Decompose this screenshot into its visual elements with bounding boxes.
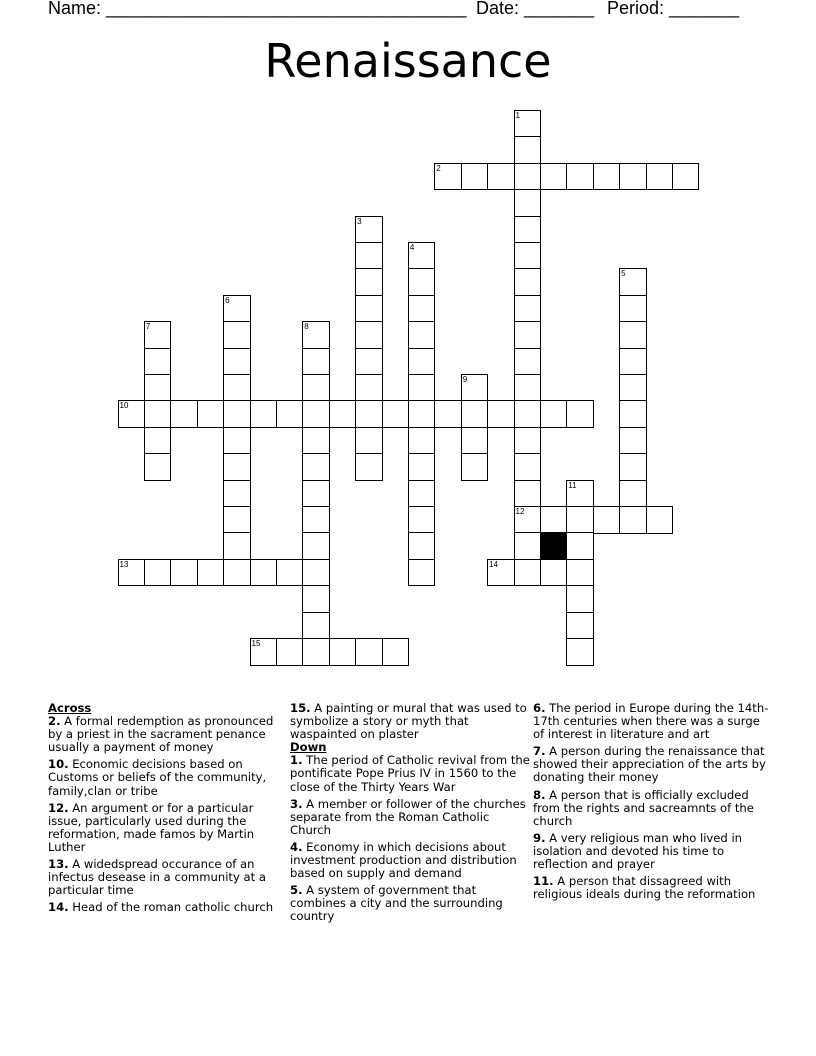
clue-across-13 <box>48 858 288 897</box>
grid-cell[interactable] <box>566 400 594 428</box>
name-field[interactable]: Name: ____________________________________ <box>48 0 467 18</box>
grid-cell[interactable] <box>408 348 436 376</box>
grid-cell[interactable] <box>223 480 251 508</box>
clue-down-4 <box>290 841 530 880</box>
grid-cell[interactable] <box>514 532 542 560</box>
grid-cell[interactable] <box>250 400 278 428</box>
grid-cell[interactable] <box>408 295 436 323</box>
clue-down-9 <box>533 832 773 871</box>
grid-cell[interactable] <box>223 559 251 587</box>
grid-cell[interactable] <box>566 506 594 534</box>
clue-number: 1. <box>290 753 303 768</box>
clues-column-3 <box>533 702 773 905</box>
grid-cell[interactable] <box>118 559 146 587</box>
grid-cell[interactable] <box>223 400 251 428</box>
grid-cell[interactable] <box>619 480 647 508</box>
cell-number: 4 <box>409 243 415 252</box>
cell-number: 9 <box>462 375 468 384</box>
grid-cell[interactable] <box>514 559 542 587</box>
grid-cell[interactable] <box>408 400 436 428</box>
cell-number: 8 <box>304 322 309 332</box>
clue-number: 10. <box>48 757 69 772</box>
grid-cell[interactable] <box>514 242 542 270</box>
cell-number: 5 <box>621 269 626 279</box>
grid-cell[interactable] <box>302 374 330 402</box>
grid-cell[interactable] <box>566 480 594 508</box>
grid-cell[interactable] <box>514 427 542 455</box>
cell-number: 6 <box>225 295 230 305</box>
grid-cell[interactable] <box>514 189 542 217</box>
grid-cell[interactable] <box>355 348 383 376</box>
grid-cell[interactable] <box>619 295 647 323</box>
clue-text: A system of government that combines a city and the surrounding country <box>290 883 503 924</box>
clue-down-5 <box>290 884 530 923</box>
grid-cell[interactable] <box>408 453 436 481</box>
grid-cell[interactable] <box>302 480 330 508</box>
grid-cell[interactable] <box>514 374 542 402</box>
clue-down-1 <box>290 754 530 793</box>
grid-cell[interactable] <box>276 400 304 428</box>
grid-cell[interactable] <box>250 559 278 587</box>
grid-cell[interactable] <box>566 585 594 613</box>
grid-cell[interactable] <box>487 163 515 191</box>
grid-cell[interactable] <box>170 400 198 428</box>
clue-number: 11. <box>533 874 554 889</box>
grid-cell[interactable] <box>355 242 383 270</box>
grid-cell[interactable] <box>355 453 383 481</box>
grid-cell[interactable] <box>382 638 410 666</box>
grid-cell[interactable] <box>302 638 330 666</box>
grid-cell[interactable] <box>566 532 594 560</box>
grid-cell[interactable] <box>434 163 462 191</box>
grid-cell[interactable] <box>170 559 198 587</box>
clue-text: A person during the renaissance that showed their appreciation of the arts by donating their money <box>533 744 766 785</box>
grid-cell[interactable] <box>619 268 647 296</box>
grid-cell[interactable] <box>355 427 383 455</box>
cell-number: 10 <box>119 401 129 411</box>
clue-text: A widedspread occurance of an infectus desease in a community at a particular time <box>48 857 266 898</box>
grid-cell[interactable] <box>223 295 251 323</box>
clue-text: The period of Catholic revival from the pontificate Pope Prius IV in 1560 to the close of the Thirty Years War <box>290 753 530 794</box>
grid-cell[interactable] <box>514 163 542 191</box>
grid-cell[interactable] <box>223 532 251 560</box>
grid-cell[interactable] <box>408 268 436 296</box>
clue-text: Economic decisions based on Customs or beliefs of the community, family,clan or tribe <box>48 757 267 798</box>
down-heading: Down <box>290 740 327 755</box>
grid-cell[interactable] <box>302 321 330 349</box>
grid-cell[interactable] <box>514 321 542 349</box>
grid-cell[interactable] <box>461 427 489 455</box>
grid-cell[interactable] <box>329 400 357 428</box>
grid-cell[interactable] <box>461 453 489 481</box>
grid-cell[interactable] <box>408 532 436 560</box>
clue-down-7 <box>533 745 773 784</box>
clue-number: 12. <box>48 800 69 815</box>
grid-cell[interactable] <box>408 242 436 270</box>
puzzle-title: Renaissance <box>264 34 552 88</box>
period-field[interactable]: Period: _______ <box>607 0 740 18</box>
grid-cell[interactable] <box>223 348 251 376</box>
grid-cell[interactable] <box>566 559 594 587</box>
grid-cell[interactable] <box>355 638 383 666</box>
cell-number: 3 <box>357 216 362 226</box>
grid-cell[interactable] <box>223 427 251 455</box>
grid-cell[interactable] <box>514 453 542 481</box>
clue-number: 4. <box>290 839 303 854</box>
grid-cell[interactable] <box>514 400 542 428</box>
grid-cell[interactable] <box>646 163 674 191</box>
clue-text: A person that is officially excluded from the rights and sacreamnts of the church <box>533 787 754 828</box>
grid-cell[interactable] <box>144 321 172 349</box>
grid-cell[interactable] <box>118 400 146 428</box>
grid-cell[interactable] <box>514 506 542 534</box>
grid-cell[interactable] <box>540 163 568 191</box>
clues-column-1 <box>48 702 288 918</box>
cell-number: 7 <box>145 322 151 332</box>
grid-cell[interactable] <box>514 136 542 164</box>
grid-cell[interactable] <box>302 585 330 613</box>
grid-cell[interactable] <box>672 163 700 191</box>
grid-cell[interactable] <box>144 400 172 428</box>
clue-number: 13. <box>48 857 69 872</box>
grid-cell[interactable] <box>487 559 515 587</box>
clue-down-6 <box>533 702 773 741</box>
clue-across-14 <box>48 901 288 914</box>
clue-text: A painting or mural that was used to symbolize a story or myth that waspainted on plaster <box>290 701 527 742</box>
clue-across-15 <box>290 702 530 741</box>
grid-cell[interactable] <box>514 216 542 244</box>
grid-cell[interactable] <box>302 348 330 376</box>
clue-text: An argument or for a particular issue, particularly used during the reformation, made famos by Martin Luther <box>48 800 255 854</box>
grid-cell[interactable] <box>514 268 542 296</box>
grid-cell[interactable] <box>619 321 647 349</box>
clue-text: A member or follower of the churches separate from the Roman Catholic Church <box>290 796 526 837</box>
cell-number: 13 <box>119 559 129 569</box>
grid-cell[interactable] <box>223 374 251 402</box>
grid-cell[interactable] <box>197 400 225 428</box>
grid-cell[interactable] <box>276 638 304 666</box>
grid-cell[interactable] <box>408 480 436 508</box>
grid-cell[interactable] <box>302 427 330 455</box>
cell-number: 14 <box>489 559 498 569</box>
clue-text: Head of the roman catholic church <box>72 900 274 915</box>
black-cell <box>540 532 568 560</box>
grid-cell[interactable] <box>619 427 647 455</box>
grid-cell[interactable] <box>223 453 251 481</box>
clue-number: 14. <box>48 900 69 915</box>
grid-cell[interactable] <box>197 559 225 587</box>
clue-number: 15. <box>290 701 311 715</box>
grid-cell[interactable] <box>619 374 647 402</box>
clue-down-11 <box>533 875 773 901</box>
grid-cell[interactable] <box>382 400 410 428</box>
grid-cell[interactable] <box>566 638 594 666</box>
clue-number: 5. <box>290 883 303 898</box>
cell-number: 1 <box>515 111 520 120</box>
clue-number: 9. <box>533 830 546 845</box>
grid-cell[interactable] <box>408 427 436 455</box>
clue-number: 7. <box>533 744 546 759</box>
clue-number: 2. <box>48 714 61 729</box>
grid-cell[interactable] <box>434 400 462 428</box>
grid-cell[interactable] <box>355 374 383 402</box>
grid-cell[interactable] <box>144 374 172 402</box>
grid-cell[interactable] <box>144 559 172 587</box>
cell-number: 12 <box>515 507 525 516</box>
grid-cell[interactable] <box>144 427 172 455</box>
grid-cell[interactable] <box>540 400 568 428</box>
grid-cell[interactable] <box>302 400 330 428</box>
grid-cell[interactable] <box>619 453 647 481</box>
grid-cell[interactable] <box>514 348 542 376</box>
grid-cell[interactable] <box>355 216 383 244</box>
grid-cell[interactable] <box>355 400 383 428</box>
grid-cell[interactable] <box>514 295 542 323</box>
grid-cell[interactable] <box>408 506 436 534</box>
grid-cell[interactable] <box>144 348 172 376</box>
clue-down-8 <box>533 789 773 828</box>
grid-cell[interactable] <box>355 268 383 296</box>
grid-cell[interactable] <box>302 506 330 534</box>
grid-cell[interactable] <box>355 295 383 323</box>
grid-cell[interactable] <box>566 612 594 640</box>
grid-cell[interactable] <box>408 374 436 402</box>
grid-cell[interactable] <box>461 400 489 428</box>
grid-cell[interactable] <box>408 321 436 349</box>
clue-text: A formal redemption as pronounced by a priest in the sacrament penance usually a payment of money <box>48 714 274 755</box>
grid-cell[interactable] <box>302 612 330 640</box>
grid-cell[interactable] <box>250 638 278 666</box>
clue-across-2 <box>48 715 288 754</box>
grid-cell[interactable] <box>302 453 330 481</box>
grid-cell[interactable] <box>593 506 621 534</box>
grid-cell[interactable] <box>593 163 621 191</box>
clue-text: A person that dissagreed with religious ideals during the reformation <box>533 874 756 902</box>
grid-cell[interactable] <box>355 321 383 349</box>
clue-text: The period in Europe during the 14th-17th centuries when there was a surge of interest in literature and art <box>533 701 769 742</box>
date-field[interactable]: Date: _______ <box>476 0 595 18</box>
grid-cell[interactable] <box>302 559 330 587</box>
cell-number: 11 <box>568 480 577 490</box>
grid-cell[interactable] <box>540 506 568 534</box>
grid-cell[interactable] <box>487 400 515 428</box>
cell-number: 15 <box>251 639 261 648</box>
grid-cell[interactable] <box>619 348 647 376</box>
grid-cell[interactable] <box>329 638 357 666</box>
grid-cell[interactable] <box>619 163 647 191</box>
clue-down-3 <box>290 798 530 837</box>
grid-cell[interactable] <box>646 506 674 534</box>
across-heading: Across <box>48 701 92 715</box>
grid-cell[interactable] <box>223 506 251 534</box>
clue-across-12 <box>48 802 288 854</box>
grid-cell[interactable] <box>223 321 251 349</box>
cell-number: 2 <box>436 163 441 173</box>
grid-cell[interactable] <box>619 506 647 534</box>
grid-cell[interactable] <box>276 559 304 587</box>
clue-across-10 <box>48 758 288 797</box>
clue-text: Economy in which decisions about investment production and distribution based on supply and demand <box>290 839 517 881</box>
grid-cell[interactable] <box>540 559 568 587</box>
grid-cell[interactable] <box>461 163 489 191</box>
grid-cell[interactable] <box>302 532 330 560</box>
clues-column-2 <box>290 702 530 928</box>
grid-cell[interactable] <box>408 559 436 587</box>
clue-number: 8. <box>533 787 546 802</box>
grid-cell[interactable] <box>514 480 542 508</box>
clue-text: A very religious man who lived in isolation and devoted his time to reflection and prayer <box>533 830 743 872</box>
grid-cell[interactable] <box>144 453 172 481</box>
grid-cell[interactable] <box>461 374 489 402</box>
clue-number: 6. <box>533 701 546 715</box>
grid-cell[interactable] <box>619 400 647 428</box>
clue-number: 3. <box>290 796 303 811</box>
grid-cell[interactable] <box>566 163 594 191</box>
grid-cell[interactable] <box>514 110 542 138</box>
